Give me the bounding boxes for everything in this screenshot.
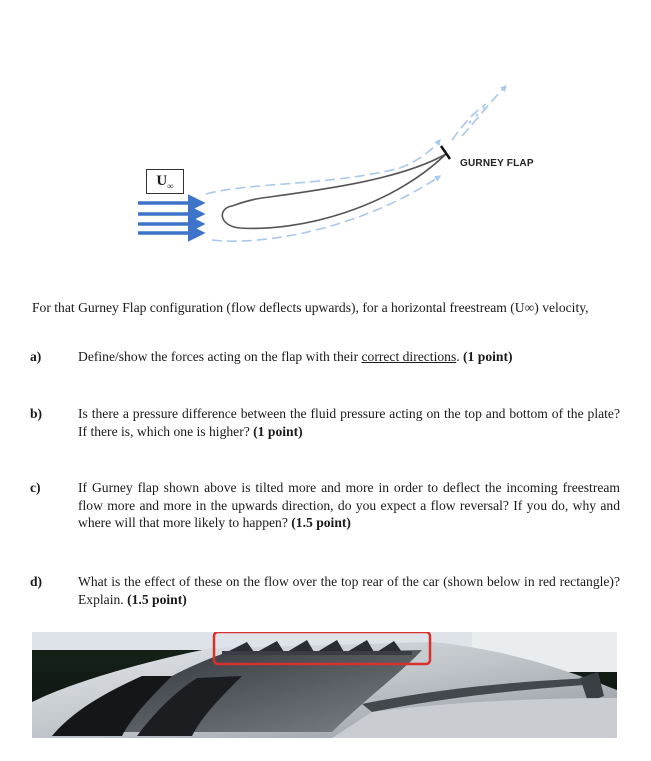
- question-a: a) Define/show the forces acting on the flap with their correct directions. (1 point): [30, 349, 513, 364]
- gurney-flap-diagram: [0, 60, 651, 250]
- car-illustration: [32, 632, 617, 738]
- airfoil-shape: [222, 154, 446, 228]
- question-c: c) If Gurney flap shown above is tilted more and more in order to deflect the incoming freestream flow more and more in the upwards direction, do you expect a flow reversal? If you do, why and where will that more likely to happen? (1.5 point): [30, 480, 620, 530]
- question-b: b) Is there a pressure difference between the fluid pressure acting on the top and bottom of the plate? If there is, which one is higher? (1 point): [30, 406, 620, 439]
- question-d: d) What is the effect of these on the flow over the top rear of the car (shown below in red rectangle)? Explain. (1.5 point): [30, 574, 620, 607]
- freestream-arrows: [138, 203, 202, 233]
- wake-dots: [469, 107, 486, 124]
- freestream-velocity-label: $U_\infty$: [146, 169, 184, 194]
- gurney-flap-label: GURNEY FLAP: [460, 158, 534, 169]
- intro-paragraph: For that Gurney Flap configuration (flow deflects upwards), for a horizontal freestream (U∞) velocity,: [32, 300, 589, 315]
- car-rear-photo: [32, 632, 617, 738]
